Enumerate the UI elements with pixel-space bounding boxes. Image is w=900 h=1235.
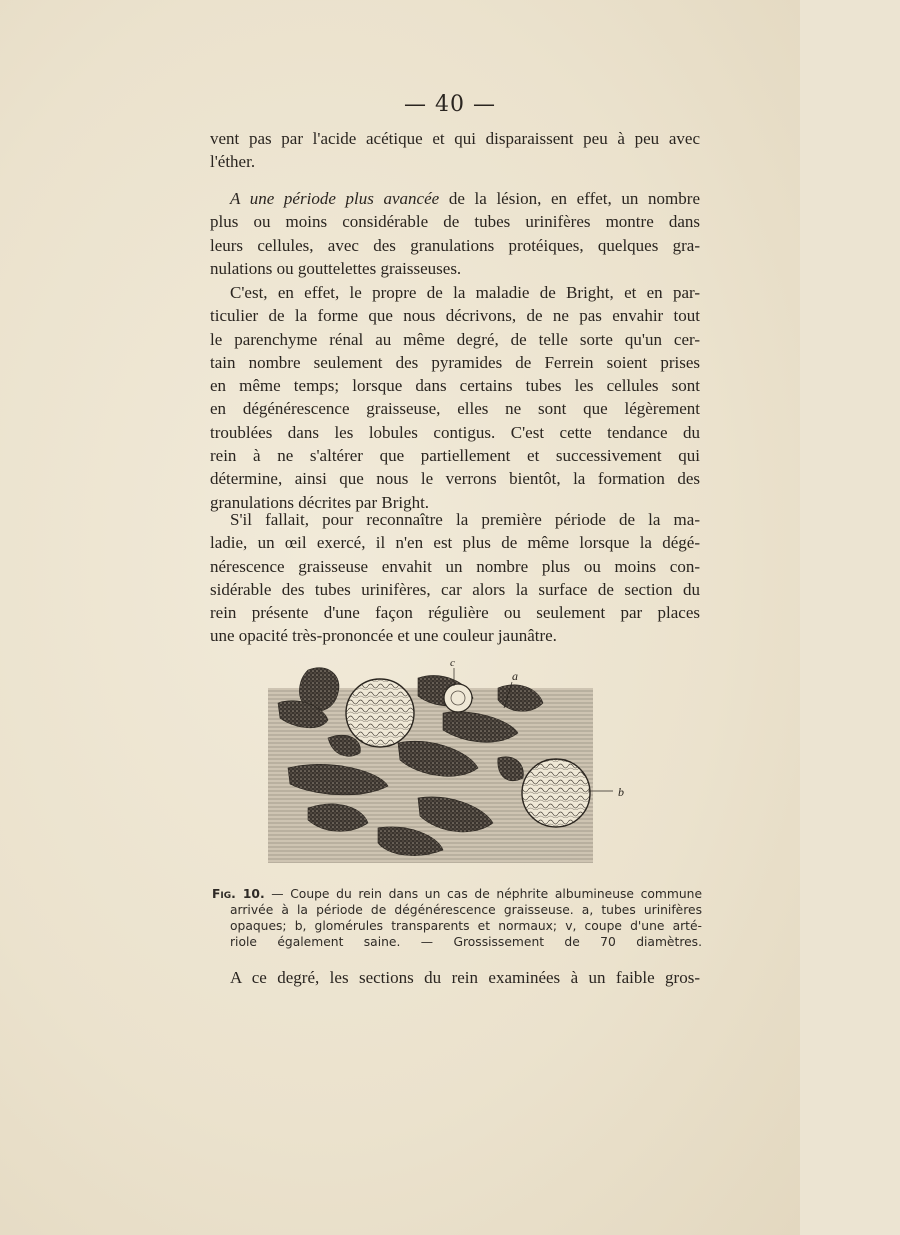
figure-label-a: a — [512, 669, 518, 683]
paragraph-degree — [210, 966, 700, 989]
italic-phrase: A une période plus avancée — [230, 189, 440, 208]
figure-caption — [212, 886, 702, 950]
text-line: nulations ou gouttelettes graisseuses. — [210, 258, 462, 278]
caption-line: riole également saine. — Grossissement de 70 diamètres. — [230, 935, 702, 949]
paragraph-bright-disease — [210, 281, 700, 514]
kidney-section-engraving — [268, 657, 624, 870]
text-line: ladie, un œil exercé, il n'en est plus de même lorsque la dégé- — [210, 533, 700, 553]
paragraph-advanced-period — [210, 187, 700, 280]
paragraph-first-period — [210, 508, 700, 648]
text-line: en dégénérescence graisseuse, elles ne sont que légèrement — [210, 399, 700, 419]
text-line: sidérable des tubes urinifères, car alors la surface de section du — [210, 579, 700, 599]
caption-line: arrivée à la période de dégénérescence graisseuse. a, tubes urinifères — [230, 903, 702, 917]
text-line: C'est, en effet, le propre de la maladie de Bright, et en par- — [230, 283, 700, 302]
paragraph-continuation — [210, 127, 700, 174]
text-line: détermine, ainsi que nous le verrons bientôt, la formation des — [210, 469, 700, 489]
text-line: rein à ne s'altérer que partiellement et successivement qui — [210, 446, 700, 466]
text-line: S'il fallait, pour reconnaître la première période de la ma- — [230, 510, 700, 529]
text-span: de la lésion, en effet, un nombre — [439, 189, 700, 208]
figure-label-c: c — [450, 657, 455, 669]
text-line: nérescence graisseuse envahit un nombre plus ou moins con- — [210, 556, 700, 576]
caption-label: Fig. 10. — [212, 887, 265, 901]
text-line: plus ou moins considérable de tubes urinifères montre dans — [210, 212, 700, 232]
text-line: l'éther. — [210, 152, 256, 172]
text-line: en même temps; lorsque dans certains tubes les cellules sont — [210, 376, 700, 396]
text-line: ticulier de la forme que nous décrivons, de ne pas envahir tout — [210, 306, 700, 326]
text-line: granulations décrites par Bright. — [210, 492, 430, 512]
caption-line: opaques; b, glomérules transparents et normaux; v, coupe d'une arté- — [230, 919, 702, 933]
text-line — [210, 187, 700, 210]
figure-label-b: b — [618, 785, 624, 799]
text-line: une opacité très-prononcée et une couleur jaunâtre. — [210, 626, 557, 646]
caption-line — [212, 886, 702, 902]
text-line: troublées dans les lobules contigus. C'est cette tendance du — [210, 422, 700, 442]
page-number: — 40 — — [404, 92, 496, 117]
text-line: vent pas par l'acide acétique et qui disparaissent peu à peu avec — [210, 129, 700, 148]
caption-text: — Coupe du rein dans un cas de néphrite albumineuse commune — [264, 887, 703, 901]
text-line: tain nombre seulement des pyramides de Ferrein soient prises — [210, 352, 700, 372]
text-line: A ce degré, les sections du rein examinées à un faible gros- — [230, 968, 700, 987]
text-line: leurs cellules, avec des granulations protéiques, quelques gra- — [210, 235, 700, 255]
text-line: rein présente d'une façon régulière ou seulement par places — [210, 603, 700, 623]
text-line: le parenchyme rénal au même degré, de telle sorte qu'un cer- — [210, 329, 700, 349]
